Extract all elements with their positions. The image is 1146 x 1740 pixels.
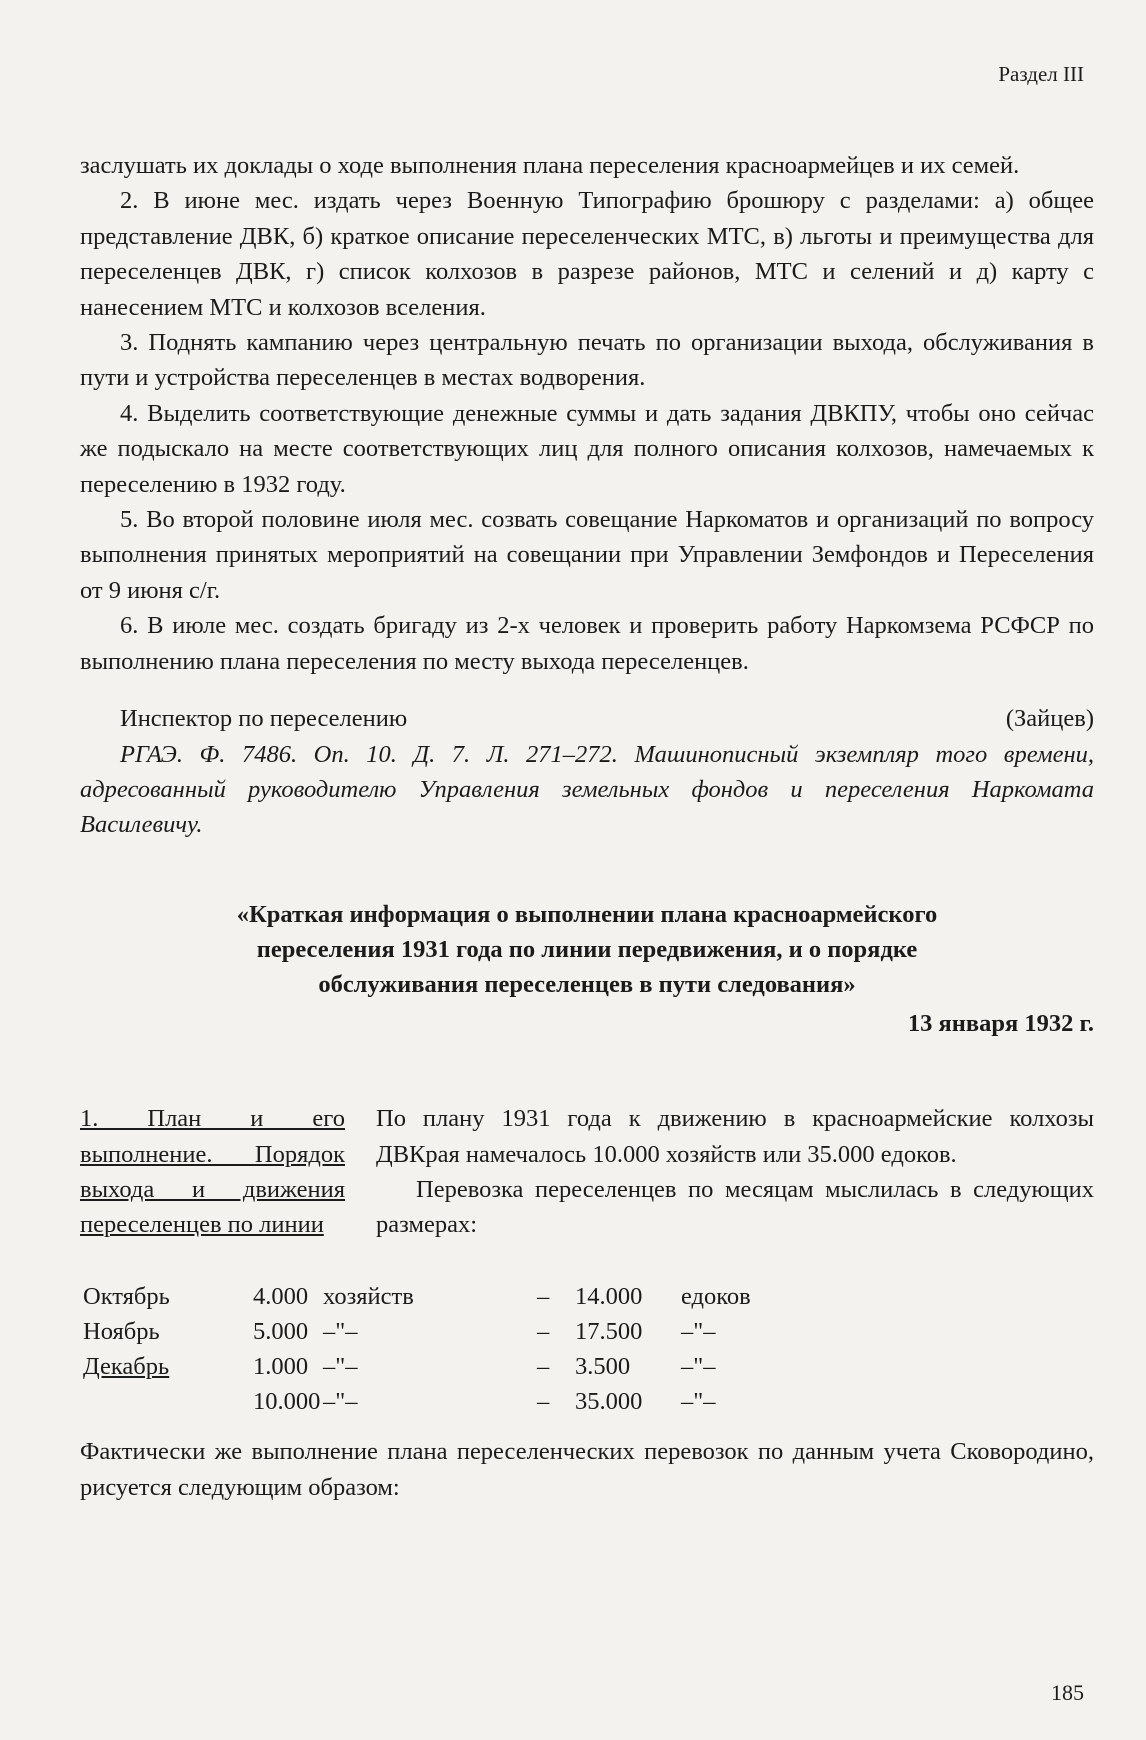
signatory-name: (Зайцев) [1005,705,1094,733]
section-text: Перевозка переселенцев по месяцам мыслилась в следующих размерах: [376,1175,1094,1239]
running-header: Раздел III [998,62,1084,86]
eaters-label: –"– [681,1388,716,1416]
title-line: обслуживания переселенцев в пути следования» [318,970,856,998]
eaters-total: 35.000 [575,1388,643,1416]
eaters-label: едоков [681,1283,751,1311]
section-body [376,1101,1094,1243]
archive-reference: РГАЭ. Ф. 7486. Оп. 10. Д. 7. Л. 271–272. Машинописный экземпляр того времени, адресованный руководителю Управления земельных фондов и переселения Наркомата Василевичу. [80,740,1094,839]
section-heading: 1. План и его выполнение. Порядок выхода и движения переселенцев по линии [80,1105,345,1239]
households-total: 10.000 [253,1388,321,1416]
document-date: 13 января 1932 г. [907,1009,1094,1037]
eaters-label: –"– [681,1318,716,1346]
table-row-total [83,1384,983,1419]
dash: – [537,1388,550,1416]
table-row [83,1279,983,1314]
eaters-cell: 17.500 [575,1318,643,1346]
dash: – [537,1353,550,1381]
households-cell: 5.000 [253,1318,309,1346]
paragraph: Фактически же выполнение плана переселенческих перевозок по данным учета Сковородино, рисуется следующим образом: [80,1438,1094,1501]
paragraph: 6. В июле мес. создать бригаду из 2-х человек и проверить работу Наркомзема РСФСР по выполнению плана переселения по месту выхода переселенцев. [80,612,1094,675]
signatory-position: Инспектор по переселению [120,705,408,733]
transport-table [80,1279,1094,1434]
main-text [80,148,1094,1505]
page-number: 185 [1051,1680,1084,1705]
document-title [80,897,1094,1002]
paragraph: 4. Выделить соответствующие денежные суммы и дать задания ДВКПУ, чтобы оно сейчас же подыскало на месте соответствующих лиц для полного описания колхозов, намечаемых к переселению в 1932 году. [80,399,1094,498]
dash: – [537,1318,550,1346]
section-text: По плану 1931 года к движению в красноармейские колхозы ДВКрая намечалось 10.000 хозяйств или 35.000 едоков. [376,1105,1094,1168]
eaters-cell: 3.500 [575,1353,631,1381]
households-label: –"– [323,1353,358,1381]
households-label: –"– [323,1318,358,1346]
table-row [83,1314,983,1349]
households-label: –"– [323,1388,358,1416]
month-cell: Октябрь [83,1283,170,1311]
month-cell: Декабрь [83,1353,170,1381]
paragraph: 5. Во второй половине июля мес. созвать совещание Наркоматов и организаций по вопросу выполнения принятых мероприятий на совещании при Управлении Земфондов и Переселения от 9 июня с/г. [80,506,1094,604]
paragraph: 2. В июне мес. издать через Военную Типографию брошюру с разделами: а) общее представление ДВК, б) краткое описание переселенческих МТС, в) льготы и преимущества для переселенцев ДВК, г) список колхозов в разрезе районов, МТС и селений и д) карту с нанесением МТС и колхозов вселения. [80,187,1094,321]
households-label: хозяйств [323,1283,414,1311]
eaters-label: –"– [681,1353,716,1381]
paragraph: 3. Поднять кампанию через центральную печать по организации выхода, обслуживания в пути и устройства переселенцев в местах водворения. [80,329,1094,392]
section-1 [80,1101,1094,1271]
title-line: переселения 1931 года по линии передвижения, и о порядке [256,935,918,963]
title-line: «Краткая информация о выполнении плана красноармейского [236,900,938,928]
signature-block [80,701,1094,736]
dash: – [537,1283,550,1311]
table-row [83,1349,983,1384]
month-cell: Ноябрь [83,1318,160,1346]
eaters-cell: 14.000 [575,1283,643,1311]
households-cell: 4.000 [253,1283,309,1311]
households-cell: 1.000 [253,1353,309,1381]
paragraph: заслушать их доклады о ходе выполнения плана переселения красноармейцев и их семей. [80,152,1020,179]
